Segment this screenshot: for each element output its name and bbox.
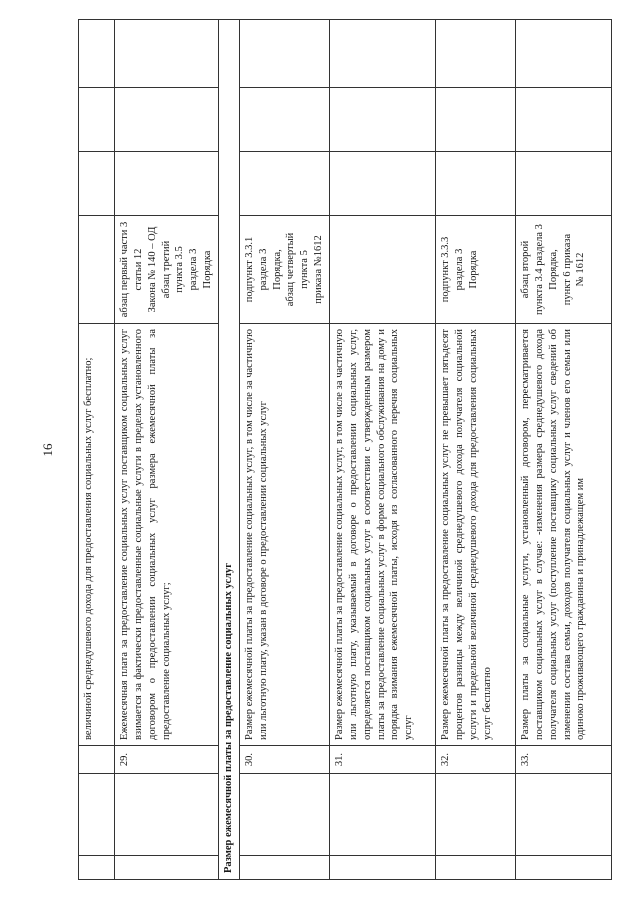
section-header-row <box>219 20 240 880</box>
reference-line: пункта 3.4 раздела 3 <box>533 224 545 315</box>
reference-line: абзац четвертый <box>285 232 297 307</box>
reference-line: пункта 3.5 <box>174 246 186 293</box>
row-reference <box>516 216 612 324</box>
reference-line: абзац первый части 3 <box>119 221 130 318</box>
row-reference <box>436 216 516 324</box>
row-reference <box>79 216 115 324</box>
table-row <box>516 20 612 880</box>
row-reference <box>115 216 219 324</box>
row-number: 29. <box>115 746 219 774</box>
section-title: Размер ежемесячной платы за предоставление социальных услуг <box>219 20 240 880</box>
table-row <box>436 20 516 880</box>
row-reference <box>330 216 436 324</box>
reference-line: Порядка, <box>271 249 283 290</box>
reference-line: подпункт 3.3.3 <box>440 236 452 303</box>
table-row <box>79 20 115 880</box>
reference-line: абзац третий <box>160 240 172 299</box>
table-row <box>330 20 436 880</box>
row-description: Размер платы за социальные услуги, установленный договором, пересматривается поставщиком социальных услуг в случае: -изменения размера среднедушевого дохода получателя социальных услуг (поступление поставщику социальных услуг сведений об изменении состава семьи, доходов получателя социальных услуг и членов его семьи или одиноко проживающего гражданина и принадлежащем им <box>516 324 612 746</box>
reference-line: раздела 3 <box>188 248 200 291</box>
reference-line: раздела 3 <box>257 248 269 291</box>
row-description: Ежемесячная плата за предоставление социальных услуг поставщиком социальных услуг взимается за фактически предоставленные социальные услуги в пределах установленного договором о предоставлении социальных услуг размера ежемесячной платы за предоставление социальных услуг; <box>115 324 219 746</box>
reference-line: Порядка <box>467 250 479 289</box>
reference-line: Порядка, <box>547 249 559 290</box>
row-description: величиной среднедушевого дохода для предоставления социальных услуг бесплатно; <box>79 324 115 746</box>
requirements-table <box>78 19 612 880</box>
reference-line: Порядка <box>202 250 214 289</box>
table-row <box>115 20 219 880</box>
reference-line: раздела 3 <box>453 248 465 291</box>
table-row <box>239 20 329 880</box>
reference-line: приказа №1612 <box>313 235 325 304</box>
row-reference <box>239 216 329 324</box>
row-description: Размер ежемесячной платы за предоставление социальных услуг не превышает пятьдесят процентов разницы между величиной среднедушевого дохода получателя социальной услуги и предельной величиной среднедушевого дохода для предоставления социальных услуг бесплатно <box>436 324 516 746</box>
reference-line: № 1612 <box>575 252 587 287</box>
row-number: 31. <box>330 746 436 774</box>
reference-line: статьи 12 <box>132 248 144 291</box>
row-number: 32. <box>436 746 516 774</box>
reference-line: Закона № 140 – ОД <box>146 226 158 313</box>
rotated-page <box>40 20 600 880</box>
row-description: Размер ежемесячной платы за предоставление социальных услуг, в том числе за частичную или льготную плату, указываемый в договоре о предоставлении социальных услуг, определяется поставщиком социальных услуг в соответствии с утвержденным размером платы за предоставление социальных услуг в форме социального обслуживания на дому и порядка взимания ежемесячной платы, исходя из согласованного перечня социальных услуг <box>330 324 436 746</box>
reference-line: подпункт 3.3.1 <box>243 236 255 303</box>
reference-line: абзац второй <box>520 240 532 299</box>
reference-line: пункта 5 <box>299 250 311 289</box>
page-number: 16 <box>40 443 55 457</box>
row-number: 33. <box>516 746 612 774</box>
row-description: Размер ежемесячной платы за предоставление социальных услуг, в том числе за частичную или льготную плату, указан в договоре о предоставлении социальных услуг <box>239 324 329 746</box>
row-number <box>79 746 115 774</box>
row-number: 30. <box>239 746 329 774</box>
reference-line: пункт 6 приказа <box>561 233 573 306</box>
